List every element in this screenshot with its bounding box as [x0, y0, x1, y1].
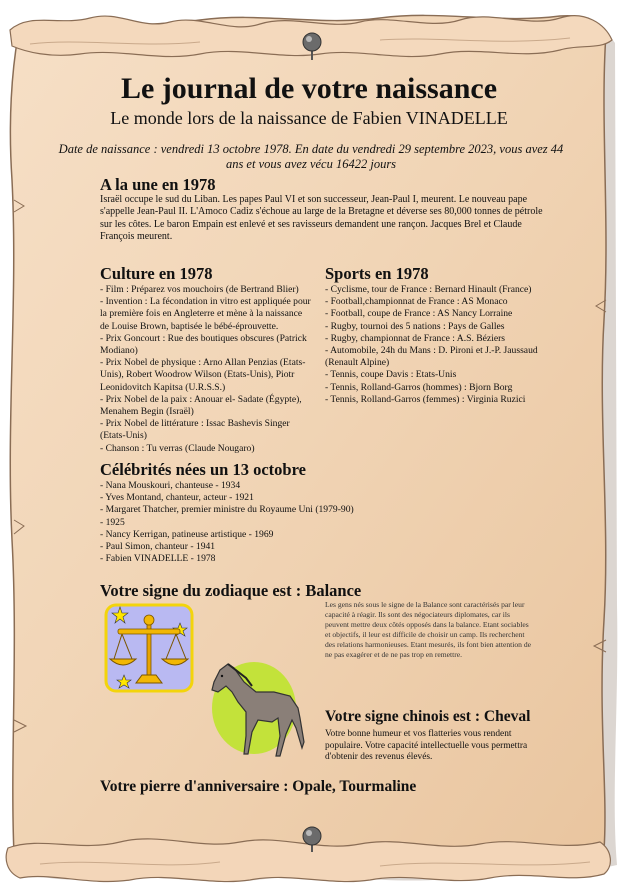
page-subtitle: Le monde lors de la naissance de Fabien VINADELLE — [110, 108, 508, 128]
une-text: Israël occupe le sud du Liban. Les papes Paul VI et son successeur, Jean-Paul I, meurent. Le nouveau pape s'appelle Jean-Paul II. L'Amoco Cadiz s'échoue au large de la Bretagne et déverse ses 80,000 tonnes de pétrole sur les côtes. Le baron Empain est enlevé et ses ravisseurs demandent une rançon. Jacques Brel et Claude François meurent. — [100, 194, 543, 242]
list-item: - Automobile, 24h du Mans : D. Pironi et J.-P. Jaussaud (Renault Alpine) — [325, 345, 538, 369]
page-title: Le journal de votre naissance — [120, 72, 498, 105]
culture-heading: Culture en 1978 — [100, 264, 213, 283]
list-item: - Cyclisme, tour de France : Bernard Hinault (France) — [325, 284, 532, 295]
zodiac-text: Les gens nés sous le signe de la Balance sont caractérisés par leur capacité à réagir. Ils sont des négociateurs diplomates, car ils peuvent mettre deux côtés opposés dans la balance. Etant sociables et objectifs, il leur est difficile de choisir un camp. Ils recherchent des relations harmonieuses. Etant mesurés, ils font bien attention de ne pas exagérer et de ne pas trop en remettre. — [325, 600, 532, 659]
celebrities-list — [100, 480, 400, 565]
celebrities-heading: Célébrités nées un 13 octobre — [100, 460, 306, 479]
list-item: - Football,championnat de France : AS Monaco — [325, 296, 508, 308]
list-item: - Prix Goncourt : Rue des boutiques obscures (Patrick Modiano) — [100, 332, 307, 357]
zodiac-heading: Votre signe du zodiaque est : Balance — [100, 581, 362, 600]
list-item: - 1925 — [100, 516, 125, 528]
list-item: - Fabien VINADELLE - 1978 — [100, 553, 216, 565]
chinese-sign-text: Votre bonne humeur et vos flatteries vous rendent populaire. Votre capacité intellectuelle vous permettra d'obtenir des revenus élevés. — [325, 729, 528, 762]
list-item: - Rugby, tournoi des 5 nations : Pays de Galles — [325, 320, 505, 332]
list-item: - Tennis, coupe Davis : Etats-Unis — [325, 369, 457, 381]
list-item: - Nancy Kerrigan, patineuse artistique - 1969 — [100, 528, 274, 540]
list-item: - Yves Montand, chanteur, acteur - 1921 — [100, 492, 254, 504]
horse-icon — [206, 656, 310, 766]
list-item: - Chanson : Tu verras (Claude Nougaro) — [100, 442, 255, 454]
birthstone-heading: Votre pierre d'anniversaire : Opale, Tourmaline — [100, 778, 417, 795]
sports-list — [325, 284, 540, 406]
list-item: - Rugby, championnat de France : A.S. Béziers — [325, 332, 506, 344]
list-item: - Tennis, Rolland-Garros (hommes) : Bjorn Borg — [325, 381, 513, 393]
list-item: - Prix Nobel de littérature : Issac Bashevis Singer (Etats-Unis) — [100, 418, 290, 442]
une-heading: A la une en 1978 — [100, 175, 216, 194]
list-item: - Paul Simon, chanteur - 1941 — [100, 541, 216, 553]
list-item: - Nana Mouskouri, chanteuse - 1934 — [100, 480, 241, 491]
list-item: - Invention : La fécondation in vitro est appliquée pour la première fois en Angleterre et mène à la naissance de Louise Brown, baptisée le bébé-éprouvette. — [100, 296, 311, 332]
list-item: - Film : Préparez vos mouchoirs (de Bertrand Blier) — [100, 284, 299, 295]
libra-scale-icon — [104, 603, 194, 693]
chinese-sign-heading: Votre signe chinois est : Cheval — [325, 708, 531, 725]
birth-date-summary: Date de naissance : vendredi 13 octobre 1978. En date du vendredi 29 septembre 2023, vous avez 44 ans et vous avez vécu 16422 jours — [58, 142, 564, 171]
culture-list — [100, 284, 312, 455]
list-item: - Football, coupe de France : AS Nancy Lorraine — [325, 308, 513, 320]
list-item: - Margaret Thatcher, premier ministre du Royaume Uni (1979-90) — [100, 504, 354, 516]
list-item: - Prix Nobel de la paix : Anouar el- Sadate (Égypte), Menahem Begin (Israël) — [100, 393, 302, 418]
sports-heading: Sports en 1978 — [325, 264, 429, 283]
list-item: - Tennis, Rolland-Garros (femmes) : Virginia Ruzici — [325, 393, 526, 405]
list-item: - Prix Nobel de physique : Arno Allan Penzias (Etats-Unis), Robert Woodrow Wilson (Etats-Unis), Piotr Leonidovitch Kapitsa (U.R.S.S.) — [100, 357, 306, 393]
